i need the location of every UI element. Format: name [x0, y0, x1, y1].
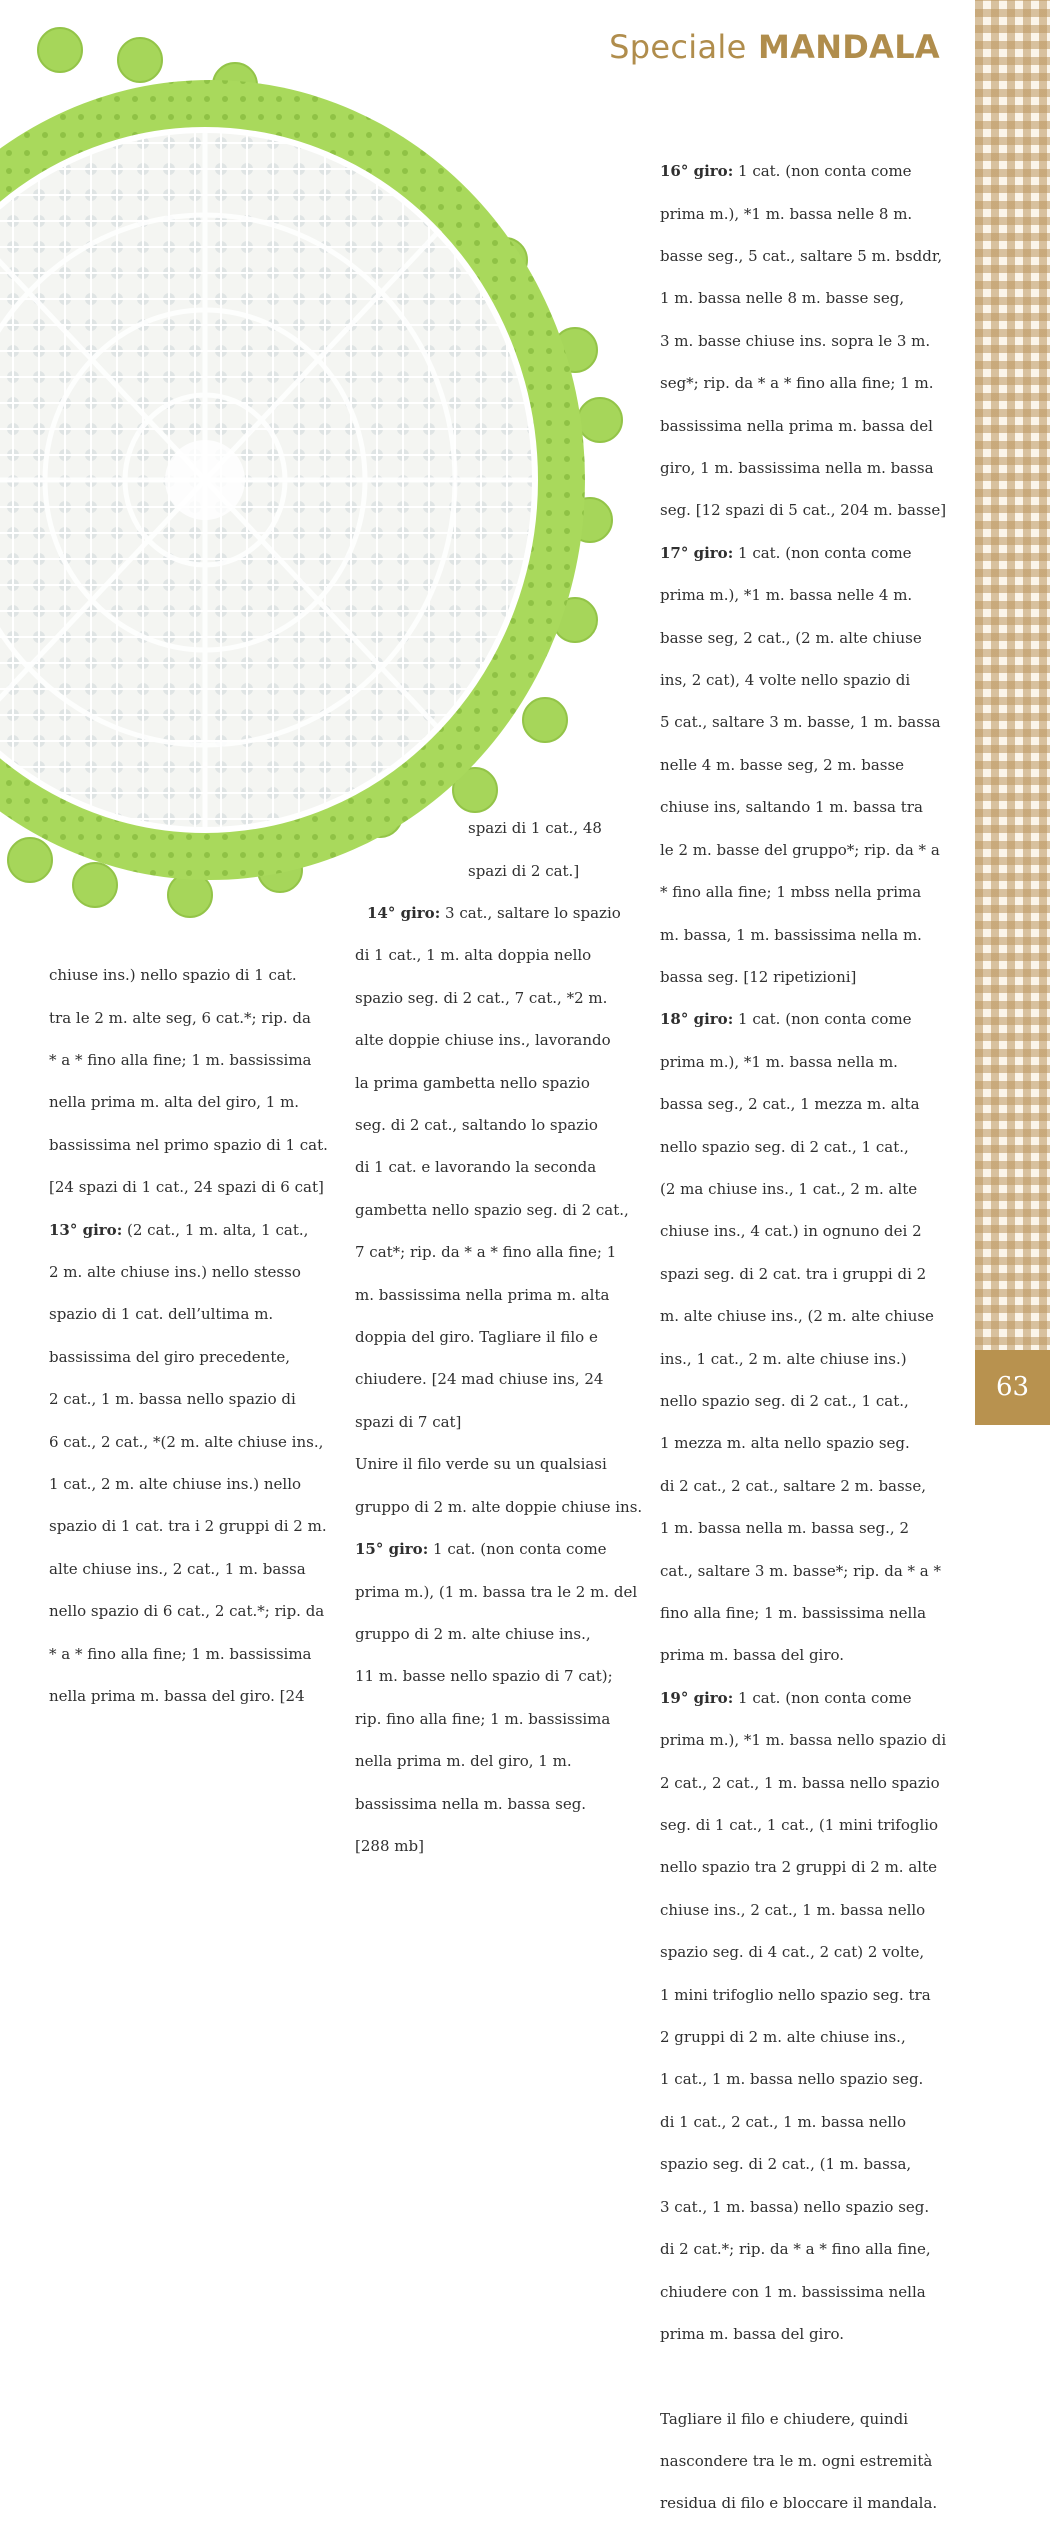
- round-17-line-1: 1 cat. (non conta come: [733, 543, 912, 562]
- round-13: [49, 1220, 349, 1241]
- col1-line-1: chiuse ins.) nello spazio di 1 cat.: [49, 966, 297, 985]
- round-18-line-14: cat., saltare 3 m. basse*; rip. da * a *: [660, 1561, 942, 1580]
- round-17-line-4: ins, 2 cat), 4 volte nello spazio di: [660, 671, 911, 690]
- round-13-line-3: spazio di 1 cat. dell’ultima m.: [49, 1305, 274, 1324]
- col2-top-line-2: spazi di 2 cat.]: [468, 861, 580, 880]
- round-13-line-8: spazio di 1 cat. tra i 2 gruppi di 2 m.: [49, 1517, 327, 1536]
- round-18: [660, 1009, 950, 1030]
- round-19-line-3: 2 cat., 2 cat., 1 m. bassa nello spazio: [660, 1773, 940, 1792]
- round-18-line-8: m. alte chiuse ins., (2 m. alte chiuse: [660, 1307, 934, 1326]
- round-16-line-6: seg*; rip. da * a * fino alla fine; 1 m.: [660, 374, 934, 393]
- round-17-line-5: 5 cat., saltare 3 m. basse, 1 m. bassa: [660, 713, 941, 732]
- col1-line-2: tra le 2 m. alte seg, 6 cat.*; rip. da: [49, 1008, 311, 1027]
- round-15: [355, 1539, 645, 1560]
- round-16-line-4: 1 m. bassa nelle 8 m. basse seg,: [660, 289, 905, 308]
- round-19-line-1: 1 cat. (non conta come: [733, 1688, 912, 1707]
- round-13-line-1: (2 cat., 1 m. alta, 1 cat.,: [122, 1220, 309, 1239]
- round-14-line-1: 3 cat., saltare lo spazio: [440, 904, 621, 923]
- round-14-label: 14° giro:: [367, 904, 441, 923]
- round-14-line-3: spazio seg. di 2 cat., 7 cat., *2 m.: [355, 988, 608, 1007]
- round-19-line-6: chiuse ins., 2 cat., 1 m. bassa nello: [660, 1900, 926, 1919]
- round-17-line-8: le 2 m. basse del gruppo*; rip. da * a: [660, 840, 940, 859]
- round-14-line-9: 7 cat*; rip. da * a * fino alla fine; 1: [355, 1243, 617, 1262]
- round-16-label: 16° giro:: [660, 162, 734, 181]
- round-19-line-16: prima m. bassa del giro.: [660, 2324, 845, 2343]
- round-15-line-4: 11 m. basse nello spazio di 7 cat);: [355, 1667, 613, 1686]
- title-light: Speciale: [609, 28, 747, 66]
- round-19-line-8: 1 mini trifoglio nello spazio seg. tra: [660, 1985, 931, 2004]
- round-17: [660, 543, 950, 564]
- round-15-line-7: bassissima nella m. bassa seg.: [355, 1794, 587, 1813]
- final-line-3: residua di filo e bloccare il mandala.: [660, 2494, 938, 2513]
- text-column-2: [355, 797, 645, 1878]
- round-19-line-12: spazio seg. di 2 cat., (1 m. bassa,: [660, 2155, 912, 2174]
- round-14-line-14: Unire il filo verde su un qualsiasi: [355, 1455, 607, 1474]
- round-13-line-6: 6 cat., 2 cat., *(2 m. alte chiuse ins.,: [49, 1432, 324, 1451]
- round-15-line-6: nella prima m. del giro, 1 m.: [355, 1752, 572, 1771]
- col1-line-3: * a * fino alla fine; 1 m. bassissima: [49, 1051, 312, 1070]
- gingham-border: [975, 0, 1050, 1425]
- round-14-line-6: seg. di 2 cat., saltando lo spazio: [355, 1116, 598, 1135]
- round-13-line-10: nello spazio di 6 cat., 2 cat.*; rip. da: [49, 1602, 325, 1621]
- round-14-line-15: gruppo di 2 m. alte doppie chiuse ins.: [355, 1497, 643, 1516]
- round-16-line-2: prima m.), *1 m. bassa nelle 8 m.: [660, 204, 913, 223]
- col1-line-4: nella prima m. alta del giro, 1 m.: [49, 1093, 300, 1112]
- round-15-line-8: [288 mb]: [355, 1836, 424, 1855]
- round-19-label: 19° giro:: [660, 1688, 734, 1707]
- round-18-label: 18° giro:: [660, 1010, 734, 1029]
- round-18-line-2: prima m.), *1 m. bassa nella m.: [660, 1052, 898, 1071]
- round-19-line-14: di 2 cat.*; rip. da * a * fino alla fine,: [660, 2240, 931, 2259]
- round-14-line-8: gambetta nello spazio seg. di 2 cat.,: [355, 1200, 629, 1219]
- round-18-line-11: 1 mezza m. alta nello spazio seg.: [660, 1434, 910, 1453]
- round-17-line-3: basse seg, 2 cat., (2 m. alte chiuse: [660, 628, 922, 647]
- round-19: [660, 1688, 950, 1709]
- round-13-label: 13° giro:: [49, 1220, 123, 1239]
- round-14-line-5: la prima gambetta nello spazio: [355, 1073, 590, 1092]
- round-19-line-11: di 1 cat., 2 cat., 1 m. bassa nello: [660, 2112, 907, 2131]
- round-18-line-10: nello spazio seg. di 2 cat., 1 cat.,: [660, 1391, 909, 1410]
- round-15-line-5: rip. fino alla fine; 1 m. bassissima: [355, 1709, 611, 1728]
- round-13-line-12: nella prima m. bassa del giro. [24: [49, 1687, 305, 1706]
- round-17-line-9: * fino alla fine; 1 mbss nella prima: [660, 883, 922, 902]
- round-13-line-9: alte chiuse ins., 2 cat., 1 m. bassa: [49, 1559, 306, 1578]
- round-16-line-1: 1 cat. (non conta come: [733, 162, 912, 181]
- round-13-line-4: bassissima del giro precedente,: [49, 1347, 291, 1366]
- round-17-line-10: m. bassa, 1 m. bassissima nella m.: [660, 925, 922, 944]
- round-13-line-2: 2 m. alte chiuse ins.) nello stesso: [49, 1263, 301, 1282]
- round-14-line-4: alte doppie chiuse ins., lavorando: [355, 1031, 611, 1050]
- round-19-line-9: 2 gruppi di 2 m. alte chiuse ins.,: [660, 2028, 906, 2047]
- round-19-line-13: 3 cat., 1 m. bassa) nello spazio seg.: [660, 2197, 930, 2216]
- round-17-line-7: chiuse ins, saltando 1 m. bassa tra: [660, 798, 923, 817]
- round-16: [660, 161, 950, 182]
- final-line-2: nascondere tra le m. ogni estremità: [660, 2451, 933, 2470]
- round-16-line-7: bassissima nella prima m. bassa del: [660, 416, 933, 435]
- round-17-line-2: prima m.), *1 m. bassa nelle 4 m.: [660, 586, 913, 605]
- col2-top-line-1: spazi di 1 cat., 48: [468, 819, 602, 838]
- round-18-line-1: 1 cat. (non conta come: [733, 1010, 912, 1029]
- paragraph-gap: [660, 2366, 950, 2387]
- round-16-line-8: giro, 1 m. bassissima nella m. bassa: [660, 459, 934, 478]
- round-15-label: 15° giro:: [355, 1540, 429, 1559]
- round-18-line-7: spazi seg. di 2 cat. tra i gruppi di 2: [660, 1264, 927, 1283]
- round-15-line-1: 1 cat. (non conta come: [428, 1540, 607, 1559]
- round-19-line-10: 1 cat., 1 m. bassa nello spazio seg.: [660, 2070, 924, 2089]
- round-17-label: 17° giro:: [660, 543, 734, 562]
- crochet-doily-mandala-icon: [0, 0, 700, 930]
- page-number: 63: [975, 1350, 1050, 1425]
- round-18-line-6: chiuse ins., 4 cat.) in ognuno dei 2: [660, 1222, 922, 1241]
- round-17-line-6: nelle 4 m. basse seg, 2 m. basse: [660, 755, 905, 774]
- round-16-line-9: seg. [12 spazi di 5 cat., 204 m. basse]: [660, 501, 947, 520]
- round-14-line-11: doppia del giro. Tagliare il filo e: [355, 1328, 598, 1347]
- round-18-line-4: nello spazio seg. di 2 cat., 1 cat.,: [660, 1137, 909, 1156]
- title-bold: MANDALA: [758, 28, 940, 66]
- round-14: [355, 903, 645, 924]
- round-19-line-15: chiudere con 1 m. bassissima nella: [660, 2282, 926, 2301]
- col1-line-6: [24 spazi di 1 cat., 24 spazi di 6 cat]: [49, 1178, 324, 1197]
- round-18-line-9: ins., 1 cat., 2 m. alte chiuse ins.): [660, 1349, 907, 1368]
- round-18-line-3: bassa seg., 2 cat., 1 mezza m. alta: [660, 1095, 920, 1114]
- round-17-line-11: bassa seg. [12 ripetizioni]: [660, 967, 857, 986]
- final-line-1: Tagliare il filo e chiudere, quindi: [660, 2409, 909, 2428]
- round-19-line-2: prima m.), *1 m. bassa nello spazio di: [660, 1731, 947, 1750]
- round-14-line-12: chiudere. [24 mad chiuse ins, 24: [355, 1370, 604, 1389]
- round-18-line-12: di 2 cat., 2 cat., saltare 2 m. basse,: [660, 1476, 927, 1495]
- text-column-1: [49, 944, 349, 1729]
- round-13-line-5: 2 cat., 1 m. bassa nello spazio di: [49, 1390, 296, 1409]
- round-19-line-7: spazio seg. di 4 cat., 2 cat) 2 volte,: [660, 1943, 925, 1962]
- round-16-line-3: basse seg., 5 cat., saltare 5 m. bsddr,: [660, 247, 943, 266]
- round-19-line-5: nello spazio tra 2 gruppi di 2 m. alte: [660, 1858, 937, 1877]
- round-14-line-2: di 1 cat., 1 m. alta doppia nello: [355, 946, 592, 965]
- round-18-line-15: fino alla fine; 1 m. bassissima nella: [660, 1604, 927, 1623]
- round-18-line-13: 1 m. bassa nella m. bassa seg., 2: [660, 1519, 910, 1538]
- round-13-line-7: 1 cat., 2 m. alte chiuse ins.) nello: [49, 1475, 302, 1494]
- round-16-line-5: 3 m. basse chiuse ins. sopra le 3 m.: [660, 331, 931, 350]
- round-18-line-16: prima m. bassa del giro.: [660, 1646, 845, 1665]
- round-14-line-7: di 1 cat. e lavorando la seconda: [355, 1158, 597, 1177]
- round-14-line-13: spazi di 7 cat]: [355, 1412, 462, 1431]
- text-column-3: [660, 140, 950, 2536]
- round-15-line-2: prima m.), (1 m. bassa tra le 2 m. del: [355, 1582, 638, 1601]
- round-19-line-4: seg. di 1 cat., 1 cat., (1 mini trifoglio: [660, 1816, 939, 1835]
- round-13-line-11: * a * fino alla fine; 1 m. bassissima: [49, 1644, 312, 1663]
- round-15-line-3: gruppo di 2 m. alte chiuse ins.,: [355, 1624, 591, 1643]
- col1-line-5: bassissima nel primo spazio di 1 cat.: [49, 1135, 328, 1154]
- round-18-line-5: (2 ma chiuse ins., 1 cat., 2 m. alte: [660, 1179, 918, 1198]
- round-14-line-10: m. bassissima nella prima m. alta: [355, 1285, 610, 1304]
